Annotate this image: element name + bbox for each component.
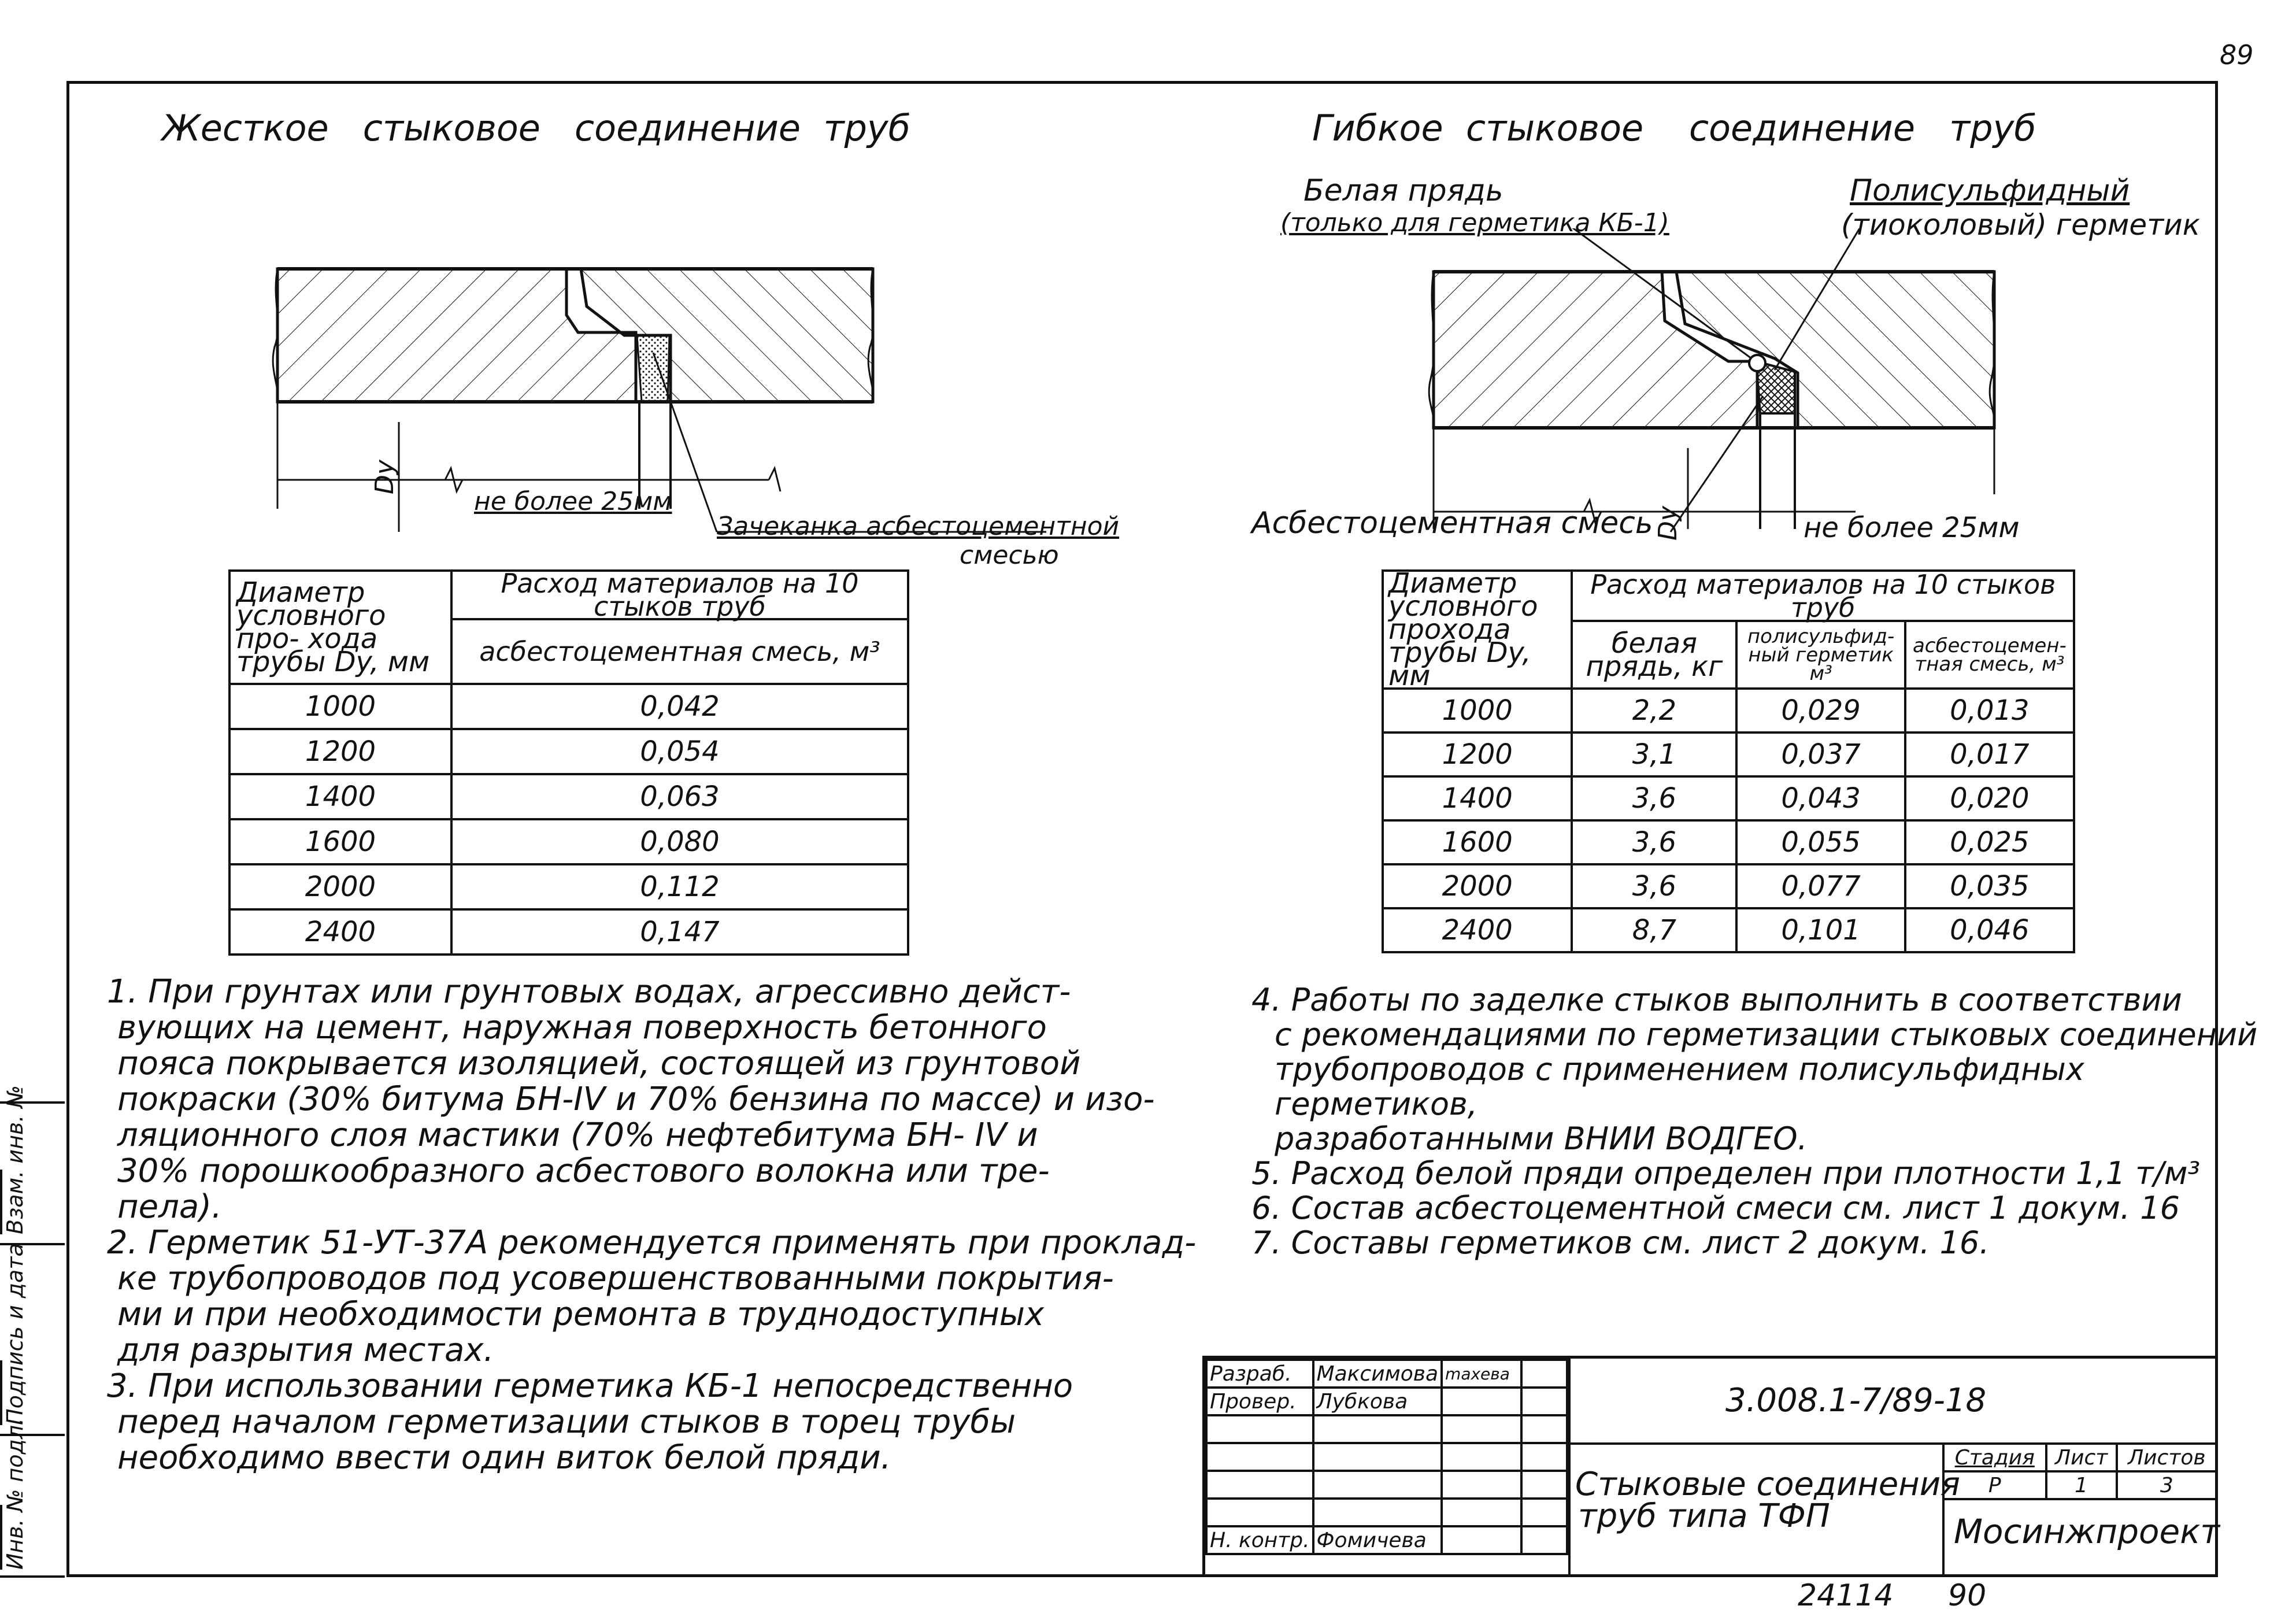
diameter-cell: 2000 [1383,864,1572,908]
value-cell: 0,020 [1905,776,2074,820]
table-row [1206,1388,1567,1415]
table-row [1383,776,2074,820]
note-line: 5. Расход белой пряди определен при плотности 1,1 т/м³ [1251,1155,2201,1192]
value-cell: 0,080 [451,819,908,864]
name-cell [1313,1415,1442,1443]
value-cell: 2,2 [1572,689,1736,732]
value-cell: 0,043 [1736,776,1905,820]
table-row [229,774,908,819]
value-cell: 0,035 [1905,864,2074,908]
table-row [229,864,908,909]
page-number: 89 [2220,39,2254,71]
drawing-title-2: труб типа ТФП [1578,1497,1830,1535]
table-row [1206,1471,1567,1499]
right-gap-label: не более 25мм [1804,512,2020,544]
left-pipe-section [277,269,636,402]
role-cell: Н. контр. [1206,1526,1313,1554]
note-line: 30% порошкообразного асбестового волокна или тре- [117,1152,1050,1190]
left-table-col2-header: Расход материалов на 10 стыков труб [451,571,908,619]
name-cell [1313,1471,1442,1499]
note-line: необходимо ввести один виток белой пряди. [117,1439,891,1477]
sign-cell [1442,1443,1521,1471]
right-notes [1251,983,2296,1260]
value-cell: 0,101 [1736,908,1905,952]
side-stamp [0,1085,65,1575]
value-cell: 0,042 [451,684,908,729]
name-cell: Лубкова [1313,1388,1442,1415]
diameter-cell: 1600 [1383,820,1572,864]
value-cell: 3,6 [1572,864,1736,908]
left-caulk-label-1: Зачеканка асбестоцементной [717,512,1120,541]
note-line: 1. При грунтах или грунтовых водах, агрессивно дейст- [107,973,1071,1011]
sign-cell [1442,1471,1521,1499]
side-label-inventory: Инв. № подл. [0,1505,28,1570]
note-line: пояса покрывается изоляцией, состоящей из грунтовой [117,1045,1081,1082]
white-strand-label: Белая прядь [1303,173,1503,208]
note-line: 6. Состав асбестоцементной смеси см. лист 1 докум. 16 [1251,1190,2180,1226]
left-gap-label: не более 25мм [474,487,672,516]
table-row [1206,1443,1567,1471]
value-cell: 3,1 [1572,732,1736,776]
value-cell: 0,013 [1905,689,2074,732]
value-cell: 0,017 [1905,732,2074,776]
sign-cell [1442,1499,1521,1526]
note-line: ляционного слоя мастики (70% нефтебитума БН- IV и [117,1116,1038,1154]
value-cell: 0,147 [451,909,908,955]
sign-cell [1442,1526,1521,1554]
value-cell: 0,112 [451,864,908,909]
role-cell [1206,1471,1313,1499]
value-cell: 0,025 [1905,820,2074,864]
right-dy-label: Dy [1653,506,1683,541]
name-cell [1313,1443,1442,1471]
right-table-sub-header-1: белая прядь, кг [1572,621,1736,689]
stamp-divider-vertical [1568,1359,1571,1577]
note-line: 3. При использовании герметика КБ-1 непосредственно [107,1367,1073,1405]
sign-cell [1442,1388,1521,1415]
table-row [1206,1415,1567,1443]
value-cell: 3,6 [1572,820,1736,864]
caulking-fill [637,335,669,402]
flexible-joint-drawing [1254,228,2133,552]
signature-table [1205,1359,1568,1555]
polysulfide-label: Полисульфидный [1850,173,2130,208]
role-cell: Разраб. [1206,1360,1313,1388]
role-cell [1206,1415,1313,1443]
value-cell: 0,037 [1736,732,1905,776]
right-consumption-table [1382,569,2075,953]
table-row [1383,820,2074,864]
stage-label: Стадия [1943,1444,2046,1471]
sign-cell [1442,1415,1521,1443]
side-label-signature: Подпись и дата [0,1360,28,1425]
note-line: с рекомендациями по герметизации стыковых соединений [1275,1016,2258,1053]
note-line: разработанными ВНИИ ВОДГЕО. [1275,1120,1808,1157]
white-strand-circle [1749,355,1765,371]
sheet-value: 1 [2046,1471,2117,1499]
diameter-cell: 1000 [229,684,451,729]
diameter-cell: 1200 [229,729,451,774]
thiokol-label: (тиоколовый) герметик [1841,208,2200,242]
left-caulk-label-2: смесью [960,541,1059,570]
diameter-cell: 2400 [229,909,451,955]
diameter-cell: 1400 [229,774,451,819]
table-row [1383,864,2074,908]
value-cell: 8,7 [1572,908,1736,952]
value-cell: 0,029 [1736,689,1905,732]
right-table-sub-header-3: асбестоцемен- тная смесь, м³ [1905,621,2074,689]
left-notes [107,974,1196,1476]
left-consumption-table [228,569,909,956]
diameter-cell: 2000 [229,864,451,909]
bottom-page: 90 [1948,1578,1987,1613]
sheets-value: 3 [2117,1471,2217,1499]
table-row [1206,1526,1567,1554]
name-cell: Фомичева [1313,1526,1442,1554]
only-for-label: (только для герметика КБ-1) [1280,208,1669,238]
table-row [1206,1360,1567,1388]
left-table-col1-header: Диаметр условного про- хода трубы Dy, мм [229,571,451,684]
diameter-cell: 2400 [1383,908,1572,952]
left-table-col2-sub: асбестоцементная смесь, м³ [451,619,908,684]
table-row [1383,732,2074,776]
rigid-joint-drawing [272,254,1150,555]
diameter-cell: 1000 [1383,689,1572,732]
asbestos-mix-label: Асбестоцементная смесь [1251,506,1653,541]
sheets-label: Листов [2117,1444,2217,1471]
name-cell: Максимова [1313,1360,1442,1388]
role-cell [1206,1443,1313,1471]
drawing-title-1: Стыковые соединения [1575,1466,1960,1503]
table-row [1383,689,2074,732]
note-line: 2. Герметик 51-УТ-37А рекомендуется применять при проклад- [107,1224,1197,1261]
table-row [1383,908,2074,952]
right-table-group-header: Расход материалов на 10 стыков труб [1572,571,2074,621]
note-line: трубопроводов с применением полисульфидных герметиков, [1275,1051,2084,1122]
stage-value: Р [1943,1471,2046,1499]
value-cell: 3,6 [1572,776,1736,820]
organization: Мосинжпроект [1954,1512,2220,1551]
role-cell: Провер. [1206,1388,1313,1415]
table-row [1206,1499,1567,1526]
note-line: ке трубопроводов под усовершенствованными покрытия- [117,1260,1114,1297]
table-row [229,684,908,729]
note-line: пела). [117,1188,222,1226]
title-block [1202,1356,2218,1577]
name-cell [1313,1499,1442,1526]
note-line: 7. Составы герметиков см. лист 2 докум. 16. [1251,1224,1990,1261]
note-line: для разрытия местах. [117,1331,494,1369]
table-row [229,729,908,774]
left-dy-label: Dy [370,460,399,494]
inventory-number: 24114 [1798,1578,1894,1613]
diameter-cell: 1400 [1383,776,1572,820]
note-line: ми и при необходимости ремонта в труднодоступных [117,1296,1045,1333]
left-title: Жесткое стыковое соединение труб [162,107,910,149]
value-cell: 0,077 [1736,864,1905,908]
value-cell: 0,054 [451,729,908,774]
table-row [229,819,908,864]
note-line: вующих на цемент, наружная поверхность бетонного [117,1009,1047,1046]
role-cell [1206,1499,1313,1526]
stage-table [1942,1442,2218,1500]
diameter-cell: 1200 [1383,732,1572,776]
value-cell: 0,055 [1736,820,1905,864]
value-cell: 0,063 [451,774,908,819]
document-code: 3.008.1-7/89-18 [1725,1382,1987,1419]
sign-cell: maxeвa [1442,1360,1521,1388]
note-line: покраски (30% битума БН-IV и 70% бензина по массе) и изо- [117,1081,1155,1118]
right-title: Гибкое стыковое соединение труб [1312,107,2036,149]
table-row [229,909,908,955]
note-line: 4. Работы по заделке стыков выполнить в соответствии [1251,982,2182,1018]
diameter-cell: 1600 [229,819,451,864]
sheet-label: Лист [2046,1444,2117,1471]
side-label-replaces: Взам. инв. № [0,1170,28,1234]
right-table-sub-header-2: полисульфид- ный герметик м³ [1736,621,1905,689]
note-line: перед началом герметизации стыков в торец трубы [117,1403,1016,1441]
right-table-col1-header: Диаметр условного прохода трубы Dy, мм [1383,571,1572,689]
value-cell: 0,046 [1905,908,2074,952]
